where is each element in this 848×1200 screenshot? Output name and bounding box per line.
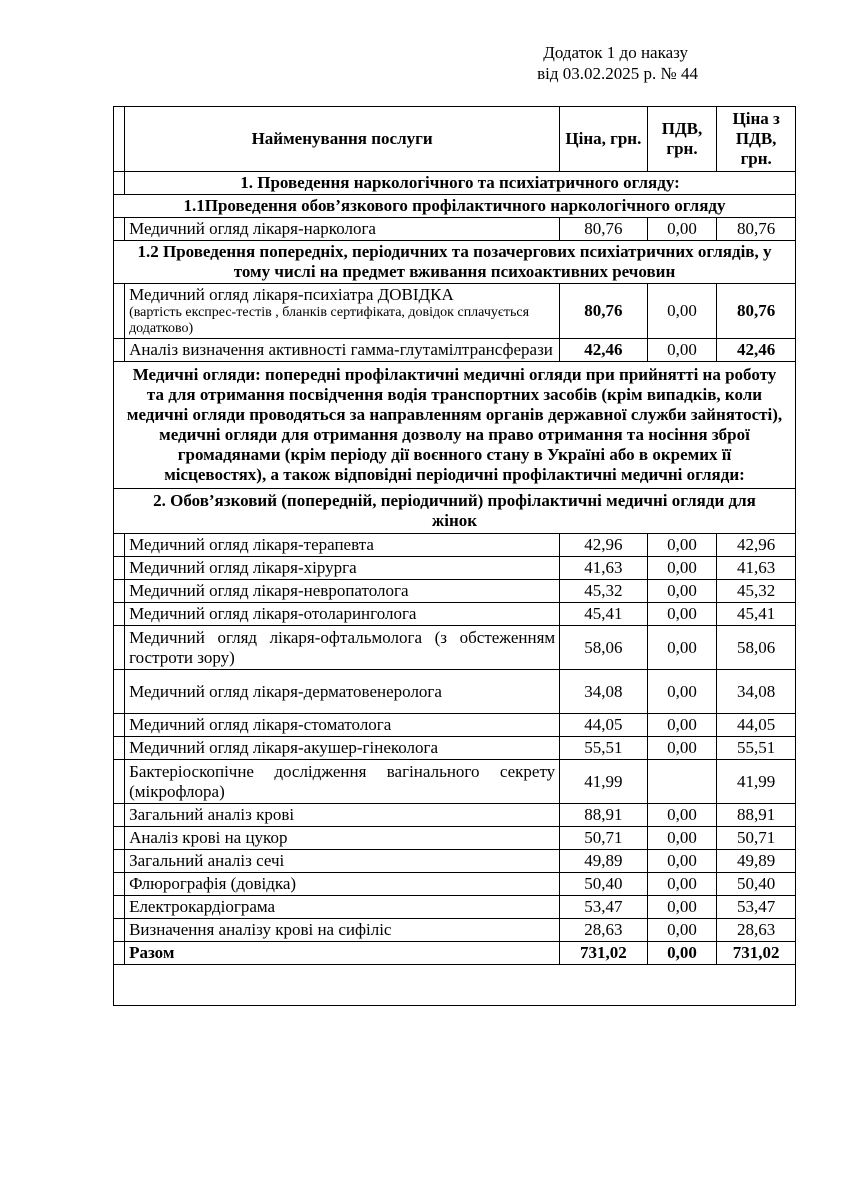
total-cell: 41,99 [717,760,796,804]
service-name-cell [125,284,560,339]
total-cell: 49,89 [717,850,796,873]
vat-cell: 0,00 [647,626,717,670]
price-cell: 28,63 [560,919,647,942]
service-name: Аналіз визначення активності гамма-глутамілтрансферази [125,339,560,362]
table-row [114,626,796,670]
price-cell: 45,41 [560,603,647,626]
total-cell: 58,06 [717,626,796,670]
total-cell: 41,63 [717,557,796,580]
table-row [114,284,796,339]
col-header-vat: ПДВ, грн. [647,107,717,172]
order-reference: від 03.02.2025 р. № 44 [537,64,698,83]
table-row [114,580,796,603]
index-cell [114,603,125,626]
section-row [114,172,796,195]
vat-cell: 0,00 [647,896,717,919]
vat-cell: 0,00 [647,670,717,714]
service-name: Медичний огляд лікаря-офтальмолога (з обстеженням гостроти зору) [125,626,560,670]
total-label: Разом [125,942,560,965]
price-cell: 53,47 [560,896,647,919]
total-cell: 80,76 [717,284,796,339]
index-cell [114,107,125,172]
price-cell: 58,06 [560,626,647,670]
table-row [114,218,796,241]
total-cell: 34,08 [717,670,796,714]
index-cell [114,626,125,670]
table-row [114,760,796,804]
price-cell: 44,05 [560,714,647,737]
service-name: Аналіз крові на цукор [125,827,560,850]
vat-cell: 0,00 [647,284,717,339]
section-row [114,195,796,218]
vat-cell: 0,00 [647,218,717,241]
vat-cell: 0,00 [647,714,717,737]
total-cell: 45,41 [717,603,796,626]
vat-cell: 0,00 [647,534,717,557]
index-cell [114,873,125,896]
price-cell: 55,51 [560,737,647,760]
price-cell: 50,71 [560,827,647,850]
index-cell [114,942,125,965]
total-cell: 80,76 [717,218,796,241]
total-cell: 45,32 [717,580,796,603]
table-row [114,670,796,714]
vat-cell: 0,00 [647,850,717,873]
vat-cell: 0,00 [647,603,717,626]
service-name: Медичний огляд лікаря-акушер-гінеколога [125,737,560,760]
total-cell: 28,63 [717,919,796,942]
col-header-service: Найменування послуги [125,107,560,172]
price-cell: 34,08 [560,670,647,714]
price-cell: 50,40 [560,873,647,896]
service-name: Бактеріоскопічне дослідження вагінального секрету (мікрофлора) [125,760,560,804]
price-cell: 41,99 [560,760,647,804]
section-row [114,362,796,489]
price-cell: 45,32 [560,580,647,603]
table-row [114,827,796,850]
table-row [114,919,796,942]
vat-cell: 0,00 [647,737,717,760]
empty-cell [114,965,796,1006]
index-cell [114,670,125,714]
total-cell: 50,71 [717,827,796,850]
price-cell: 49,89 [560,850,647,873]
vat-cell: 0,00 [647,339,717,362]
table-row [114,603,796,626]
table-row [114,873,796,896]
total-cell: 53,47 [717,896,796,919]
vat-cell: 0,00 [647,827,717,850]
service-name: Медичний огляд лікаря-отоларинголога [125,603,560,626]
service-name: Визначення аналізу крові на сифіліс [125,919,560,942]
index-cell [114,218,125,241]
vat-cell: 0,00 [647,804,717,827]
index-cell [114,284,125,339]
table-row [114,737,796,760]
index-cell [114,557,125,580]
total-cell: 731,02 [717,942,796,965]
vat-cell: 0,00 [647,557,717,580]
index-cell [114,850,125,873]
index-cell [114,827,125,850]
table-row [114,339,796,362]
vat-cell: 0,00 [647,873,717,896]
appendix-title: Додаток 1 до наказу [543,43,688,62]
service-name: Загальний аналіз крові [125,804,560,827]
service-note: (вартість експрес-тестів , бланків сертифіката, довідок сплачується додатково) [129,305,530,336]
vat-cell: 0,00 [647,580,717,603]
col-header-price: Ціна, грн. [560,107,647,172]
service-name: Флюрографія (довідка) [125,873,560,896]
section-title: 1.1Проведення обов’язкового профілактичного наркологічного огляду [114,195,796,218]
price-cell: 80,76 [560,284,647,339]
section-title: 1. Проведення наркологічного та психіатричного огляду: [125,172,796,195]
index-cell [114,580,125,603]
index-cell [114,339,125,362]
service-name: Медичний огляд лікаря-хірурга [125,557,560,580]
service-name: Медичний огляд лікаря-психіатра ДОВІДКА [129,285,454,304]
index-cell [114,760,125,804]
table-row [114,557,796,580]
service-name: Медичний огляд лікаря-невропатолога [125,580,560,603]
total-cell: 42,46 [717,339,796,362]
index-cell [114,804,125,827]
col-header-total: Ціна з ПДВ, грн. [717,107,796,172]
table-row [114,896,796,919]
price-cell: 88,91 [560,804,647,827]
section-row [114,241,796,284]
service-name: Медичний огляд лікаря-терапевта [125,534,560,557]
index-cell [114,714,125,737]
service-name: Загальний аналіз сечі [125,850,560,873]
total-cell: 55,51 [717,737,796,760]
table-row [114,714,796,737]
price-cell: 80,76 [560,218,647,241]
empty-row [114,965,796,1006]
service-rows [114,534,796,942]
total-cell: 44,05 [717,714,796,737]
index-cell [114,737,125,760]
table-row [114,850,796,873]
table-row [114,534,796,557]
index-cell [114,534,125,557]
section-title: Медичні огляди: попередні профілактичні медичні огляди при прийнятті на роботу та для отримання посвідчення водія транспортних засобів (крім випадків, коли медичні огляди проводяться за направленням органів державної служби зайнятості), медичні огляди для отримання дозволу на право отримання та носіння зброї громадянами (крім періоду дії воєнного стану в Україні або в окремих її місцевостях), а також відповідні періодичні профілактичні медичні огляди: [114,362,796,489]
vat-cell: 0,00 [647,942,717,965]
vat-cell [647,760,717,804]
price-cell: 42,46 [560,339,647,362]
price-cell: 41,63 [560,557,647,580]
price-cell: 42,96 [560,534,647,557]
section-title: 1.2 Проведення попередніх, періодичних та позачергових психіатричних оглядів, у тому числі на предмет вживання психоактивних речовин [114,241,796,284]
service-name: Електрокардіограма [125,896,560,919]
price-cell: 731,02 [560,942,647,965]
index-cell [114,919,125,942]
total-cell: 50,40 [717,873,796,896]
service-name: Медичний огляд лікаря-нарколога [125,218,560,241]
index-cell [114,172,125,195]
table-row [114,804,796,827]
total-cell: 42,96 [717,534,796,557]
service-name: Медичний огляд лікаря-стоматолога [125,714,560,737]
total-row [114,942,796,965]
vat-cell: 0,00 [647,919,717,942]
index-cell [114,896,125,919]
section-row [114,489,796,534]
header-row [114,107,796,172]
total-cell: 88,91 [717,804,796,827]
section-title: 2. Обов’язковий (попередній, періодичний) профілактичні медичні огляди для жінок [114,489,796,534]
service-name: Медичний огляд лікаря-дерматовенеролога [125,670,560,714]
price-table [113,106,796,1006]
